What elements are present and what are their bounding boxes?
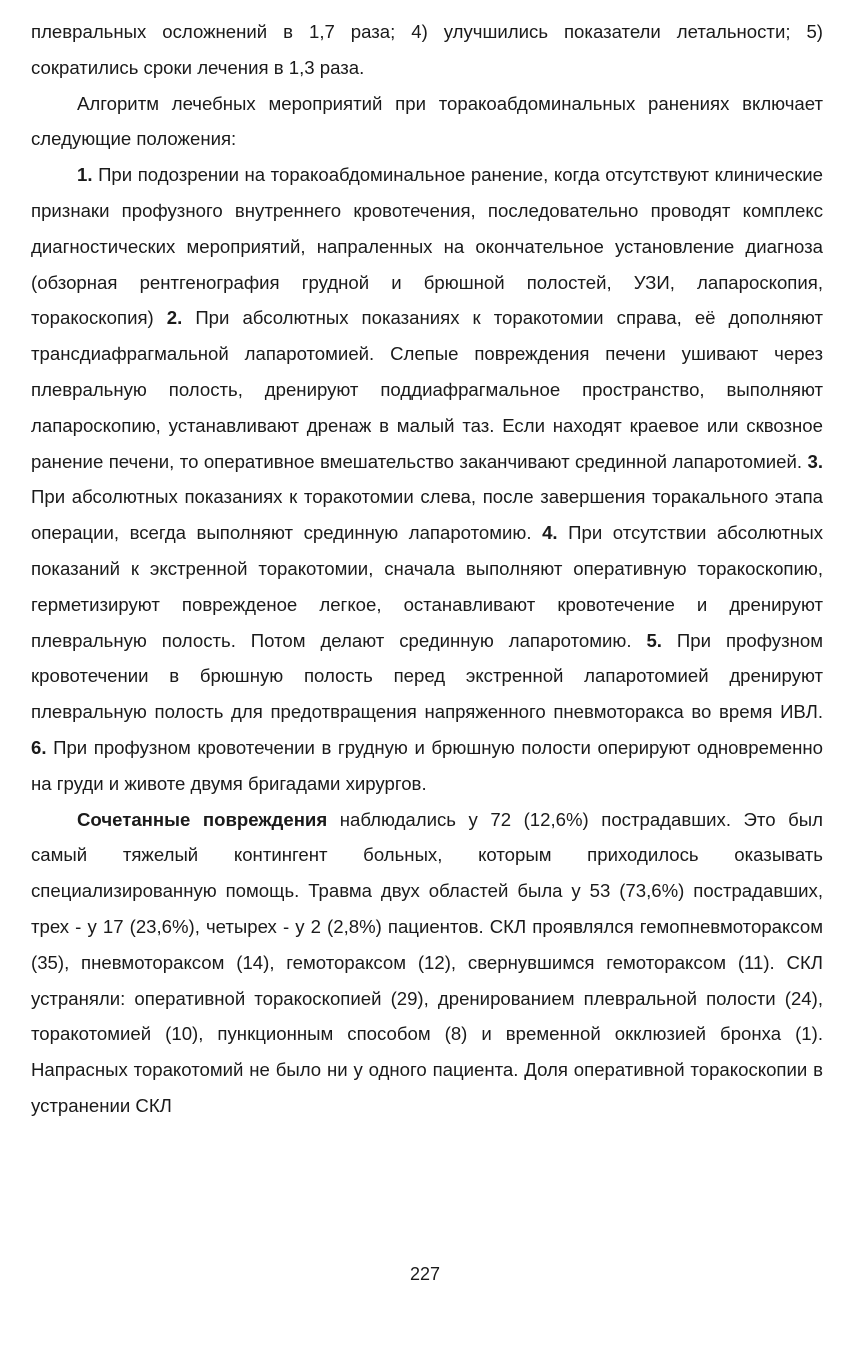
text-run: наблюдались у 72 (12,6%) пострадавших. Это был самый тяжелый контингент больных, которым приходилось оказывать специализированную помощь. Травма двух областей была у 53 (73,6%) пострадавших, трех - у 17 (23,6%), четырех - у 2 (2,8%) пациентов. СКЛ проявлялся гемопневмотораксом (35), пневмотораксом (14), гемотораксом (12), свернувшимся гемотораксом (11). СКЛ устраняли: оперативной торакоскопией (29), дренированием плевральной полости (24), торакотомией (10), пункционным способом (8) и временной окклюзией бронха (1). Напрасных торакотомий не было ни у одного пациента. Доля оперативной торакоскопии в устранении СКЛ: [31, 808, 823, 1116]
bold-text: 2.: [166, 307, 183, 329]
paragraph: [31, 157, 823, 801]
bold-text: 6.: [31, 736, 47, 758]
paragraph: [31, 802, 823, 1124]
paragraph: [31, 14, 823, 86]
bold-text: 1.: [77, 164, 93, 186]
text-run: При подозрении на торакоабдоминальное ранение, когда отсутствуют клинические признаки профузного внутреннего кровотечения, последовательно проводят комплекс диагностических мероприятий, напраленных на окончательное установление диагноза (обзорная рентгенография грудной и брюшной полостей, УЗИ, лапароскопия, торакоскопия): [31, 164, 823, 329]
text-run: При абсолютных показаниях к торакотомии слева, после завершения торакального этапа операции, всегда выполняют срединную лапаротомию.: [31, 486, 823, 544]
text-run: плевральных осложнений в 1,7 раза; 4) улучшились показатели летальности; 5) сократились сроки лечения в 1,3 раза.: [31, 21, 823, 78]
bold-text: 4.: [542, 522, 558, 544]
bold-text: Сочетанные повреждения: [77, 808, 328, 830]
bold-text: 3.: [807, 450, 823, 472]
paragraph: [31, 86, 823, 158]
text-run: При абсолютных показаниях к торакотомии справа, её дополняют трансдиафрагмальной лапаротомией. Слепые повреждения печени ушивают через плевральную полость, дренируют поддиафрагмальное пространство, выполняют лапароскопию, устанавливают дренаж в малый таз. Если находят краевое или сквозное ранение печени, то оперативное вмешательство заканчивают срединной лапаротомией.: [31, 307, 823, 472]
page-number: 227: [409, 1264, 441, 1284]
text-run: При отсутствии абсолютных показаний к экстренной торакотомии, сначала выполняют оперативную торакоскопию, герметизируют поврежденое легкое, останавливают кровотечение и дренируют плевральную полость. Потом делают срединную лапаротомию.: [31, 522, 823, 651]
page-body: [31, 14, 823, 1124]
bold-text: 5.: [646, 629, 662, 651]
text-run: Алгоритм лечебных мероприятий при торакоабдоминальных ранениях включает следующие положения:: [31, 92, 823, 150]
text-run: При профузном кровотечении в грудную и брюшную полости оперируют одновременно на груди и животе двумя бригадами хирургов.: [31, 736, 823, 794]
text-run: При профузном кровотечении в брюшную полость перед экстренной лапаротомией дренируют плевральную полость для предотвращения напряженного пневмоторакса во время ИВЛ.: [31, 629, 823, 723]
